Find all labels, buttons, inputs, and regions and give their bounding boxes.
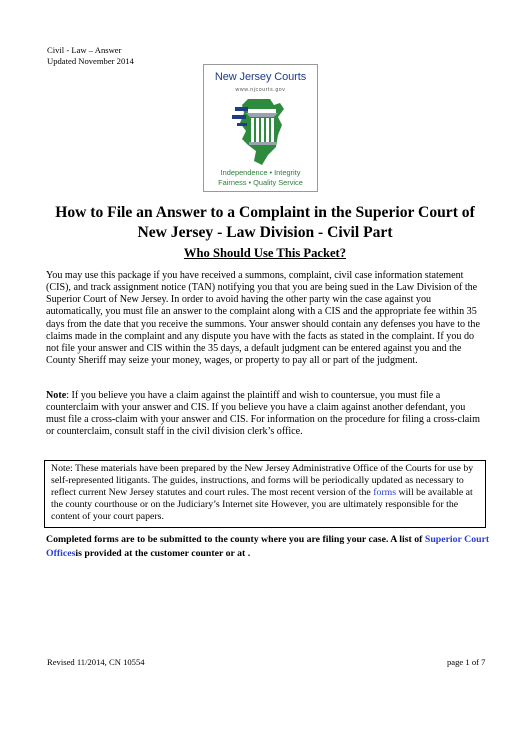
logo-title: New Jersey Courts (214, 71, 307, 83)
submission-instructions (46, 533, 491, 560)
note-text: : If you believe you have a claim against the plaintiff and wish to countersue, you must file a counterclaim with your answer and CIS. If you believe you have a claim against another defendant, you must file a cross-claim with your answer and CIS. For information on the procedure for filing a cross-claim or counterclaim, consult staff in the civil division clerk’s office. (46, 390, 480, 438)
logo-url: www.njcourts.gov (235, 87, 286, 93)
title-line-1: How to File an Answer to a Complaint in the Superior Court of (55, 204, 475, 221)
intro-paragraph: You may use this package if you have received a summons, complaint, civil case information statement (CIS), and track assignment notice (TAN) notifying you that you are being sued in the Law Division of the Superior Court of New Jersey. In order to avoid having the other party win the case against you automatically, you must file an answer to the complaint along with a CIS and the appropriate fee within 35 days from the date that you receive the summons. Your answer should contain any defenses you have to the claims made in the complaint and any dispute you have with the facts as stated in the complaint. If you do not file your answer and CIS within the 35 days, a default judgment can be entered against you and the County Sheriff may seize your money, wages, or property to pay all or part of the judgment. (46, 270, 480, 367)
header-line-2: Updated November 2014 (47, 56, 134, 66)
logo-tagline-1: Independence • Integrity (220, 168, 301, 177)
title-line-2: New Jersey - Law Division - Civil Part (137, 224, 393, 241)
submission-text-2: is provided at the customer counter or at . (75, 547, 251, 559)
notice-box (44, 460, 486, 528)
header-line-1: Civil - Law – Answer (47, 45, 122, 55)
footer-page-number: page 1 of 7 (447, 657, 486, 667)
note-label: Note (46, 390, 67, 401)
document-header (47, 45, 134, 67)
footer-revision: Revised 11/2014, CN 10554 (47, 657, 145, 667)
nj-courts-logo (203, 64, 318, 192)
note-paragraph (46, 390, 486, 439)
notice-text-2: will be available at the county courthouse or on the Judiciary’s Internet site However, you are ultimately responsible for the content of your court papers. (51, 487, 473, 523)
superior-court-offices-link[interactable]: Superior Court Offices (46, 534, 490, 559)
forms-link[interactable]: forms (373, 487, 397, 499)
logo-tagline-2: Fairness • Quality Service (218, 178, 303, 187)
notice-text-1: Note: These materials have been prepared by the New Jersey Administrative Office of the Courts for use by self-represented litigants. The guides, instructions, and forms will be periodically updated as necessary to reflect current New Jersey statutes and court rules. The most recent version of the (51, 463, 474, 499)
document-title (20, 203, 510, 243)
submission-text-1: Completed forms are to be submitted to the county where you are filing your case. A list of (46, 534, 425, 545)
nj-state-courthouse-icon (218, 95, 306, 167)
section-heading: Who Should Use This Packet? (183, 246, 347, 260)
